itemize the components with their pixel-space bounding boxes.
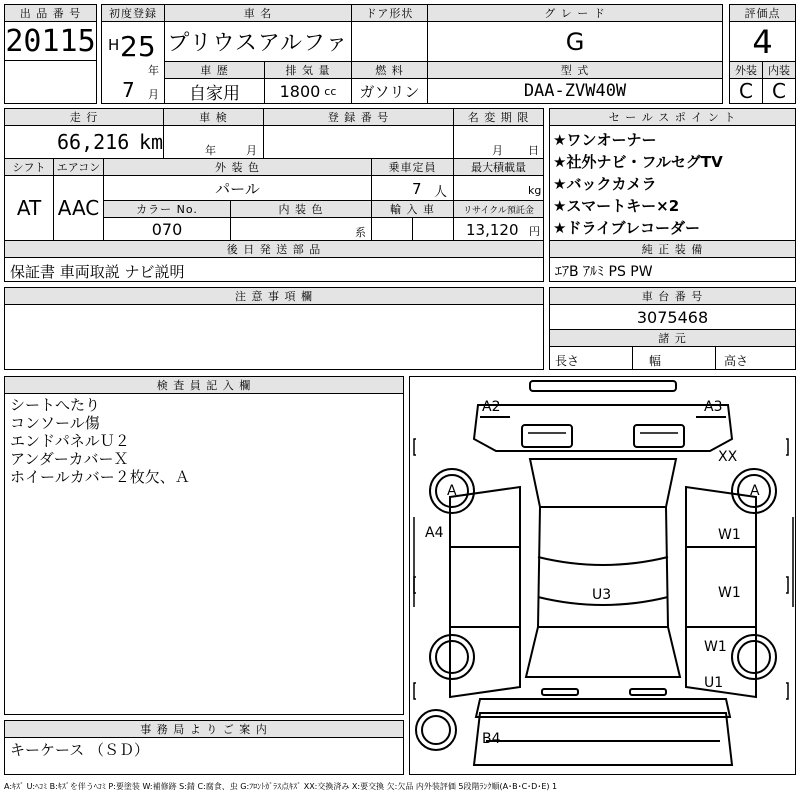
sales-point: ★ドライブレコーダー (553, 219, 700, 237)
displacement-value: 1800 (279, 81, 321, 101)
capacity-box (371, 175, 454, 201)
interior-score: C (762, 78, 796, 104)
inspector-notes (4, 393, 404, 715)
model-label: 型 式 (427, 61, 723, 79)
month-unit: 月 (148, 88, 159, 101)
first-reg-year: 25 (120, 30, 156, 63)
mark-w1: W1 (718, 585, 741, 601)
mark-a-left: A (447, 483, 457, 499)
inspection-label: 車 検 (163, 108, 264, 126)
import-yes (371, 217, 413, 241)
mark-w1: W1 (704, 639, 727, 655)
inspector-line: アンダーカバーＸ (10, 450, 129, 468)
mark-a3: A3 (704, 399, 723, 415)
equipment-value: ｴｱB ｱﾙﾐ PS PW (549, 257, 796, 282)
capacity-label: 乗車定員 (371, 158, 454, 176)
mark-xx: XX (718, 449, 738, 465)
lot-no-blank (4, 60, 97, 104)
inspector-line: シートへたり (10, 396, 101, 414)
car-name-label: 車 名 (164, 4, 352, 22)
mark-a-right: A (750, 483, 760, 499)
car-diagram (409, 376, 796, 775)
name-change-day: 日 (528, 144, 539, 157)
first-reg-box (101, 21, 165, 104)
door-label: ドア形状 (351, 4, 428, 22)
inspector-line: コンソール傷 (10, 414, 100, 432)
mark-a4: A4 (425, 525, 444, 541)
year-unit: 年 (148, 64, 159, 77)
door-value (351, 21, 428, 62)
legend-text: A:ｷｽﾞ U:ﾍｺﾐ B:ｷｽﾞを伴うﾍｺﾐ P:要塗装 W:補修跡 S:錆 C:腐食、虫 G:ﾌﾛﾝﾄｶﾞﾗｽ点ｷｽﾞ XX:交換済み X:要交換 欠:欠品 内外装評価 5段階ﾗﾝｸ順(A･B･C･D･E) 1 (4, 782, 558, 791)
interior-label: 内装 (762, 61, 796, 79)
displacement-box (264, 78, 352, 104)
interior-color-label: 内 装 色 (230, 200, 372, 218)
sales-points-list (549, 125, 796, 241)
width-label: 幅 (632, 346, 716, 370)
model-value: DAA-ZVW40W (427, 78, 723, 104)
fuel-value: ガソリン (351, 78, 428, 104)
inspector-line: エンドパネルＵ２ (10, 432, 130, 450)
capacity-value: 7 (412, 180, 422, 198)
recycle-value: 13,120 (466, 221, 519, 239)
mileage-box (4, 125, 164, 159)
chassis-value: 3075468 (549, 304, 796, 330)
later-parts-value: 保証書 車両取説 ナビ説明 (4, 257, 544, 282)
ac-label: エアコン (53, 158, 104, 176)
later-parts-label: 後 日 発 送 部 品 (4, 240, 544, 258)
shift-label: シフト (4, 158, 54, 176)
color-value: パール (103, 175, 372, 201)
sales-point: ★バックカメラ (553, 175, 657, 193)
interior-color-box (230, 217, 372, 241)
displacement-label: 排 気 量 (264, 61, 352, 79)
recycle-label: リサイクル預託金 (453, 200, 544, 218)
mark-u3: U3 (592, 587, 612, 603)
office-value: キーケース （ＳＤ） (4, 737, 404, 775)
color-no-label: カラー No. (103, 200, 231, 218)
displacement-unit: cc (324, 84, 337, 98)
ac-value: AAC (53, 175, 104, 241)
inspection-box (163, 125, 264, 159)
import-label: 輸 入 車 (371, 200, 454, 218)
era: H (108, 36, 120, 54)
dims-label: 諸 元 (549, 329, 796, 347)
name-change-box (453, 125, 544, 159)
length-label: 長さ (549, 346, 633, 370)
lot-no: 20115 (4, 21, 97, 61)
exterior-label: 外装 (729, 61, 763, 79)
inspection-month-unit: 月 (246, 144, 257, 157)
notes-label: 注 意 事 項 欄 (4, 287, 544, 305)
reg-no-value (263, 125, 454, 159)
score-label: 評価点 (729, 4, 796, 22)
first-reg-month: 7 (122, 78, 135, 102)
sales-point: ★ワンオーナー (553, 131, 657, 149)
recycle-box (453, 217, 544, 241)
lot-no-label: 出 品 番 号 (4, 4, 97, 22)
color-label: 外 装 色 (103, 158, 372, 176)
reg-no-label: 登 録 番 号 (263, 108, 454, 126)
recycle-unit: 円 (529, 225, 540, 238)
mark-w1: W1 (718, 527, 741, 543)
notes-value (4, 304, 544, 370)
car-name: プリウスアルファ (164, 21, 352, 62)
import-no (412, 217, 454, 241)
name-change-month: 月 (492, 144, 503, 157)
car-outline-diagram (410, 377, 796, 775)
exterior-score: C (729, 78, 763, 104)
color-no-value: 070 (103, 217, 231, 241)
max-load-box (453, 175, 544, 201)
history-label: 車 歴 (164, 61, 265, 79)
chassis-label: 車 台 番 号 (549, 287, 796, 305)
history-value: 自家用 (164, 78, 265, 104)
sales-point: ★社外ナビ・フルセグTV (553, 153, 723, 171)
inspector-line: ホイールカバー２枚欠、Ａ (10, 468, 190, 486)
mark-a2: A2 (482, 399, 501, 415)
mark-u1: U1 (704, 675, 724, 691)
office-label: 事 務 局 よ り ご 案 内 (4, 720, 404, 738)
grade-label: グ レ ー ド (427, 4, 723, 22)
mileage-unit: km (139, 130, 164, 154)
mileage-label: 走 行 (4, 108, 164, 126)
mileage-value: 66,216 (57, 130, 130, 154)
max-load-label: 最大積載量 (453, 158, 544, 176)
shift-value: AT (4, 175, 54, 241)
sales-point: ★スマートキー×2 (553, 197, 680, 215)
mark-b4: B4 (482, 731, 501, 747)
equipment-label: 純 正 装 備 (549, 240, 796, 258)
name-change-label: 名 変 期 限 (453, 108, 544, 126)
inspector-label: 検 査 員 記 入 欄 (4, 376, 404, 394)
grade-value: G (427, 21, 723, 62)
first-reg-label: 初度登録 (101, 4, 165, 22)
interior-color-unit: 系 (355, 226, 366, 239)
inspection-year-unit: 年 (205, 144, 216, 157)
score-value: 4 (729, 21, 796, 62)
max-load-unit: kg (528, 184, 542, 197)
sales-points-label: セ ー ル ス ポ イ ン ト (549, 108, 796, 126)
fuel-label: 燃 料 (351, 61, 428, 79)
height-label: 高さ (715, 346, 796, 370)
capacity-unit: 人 (434, 185, 448, 200)
